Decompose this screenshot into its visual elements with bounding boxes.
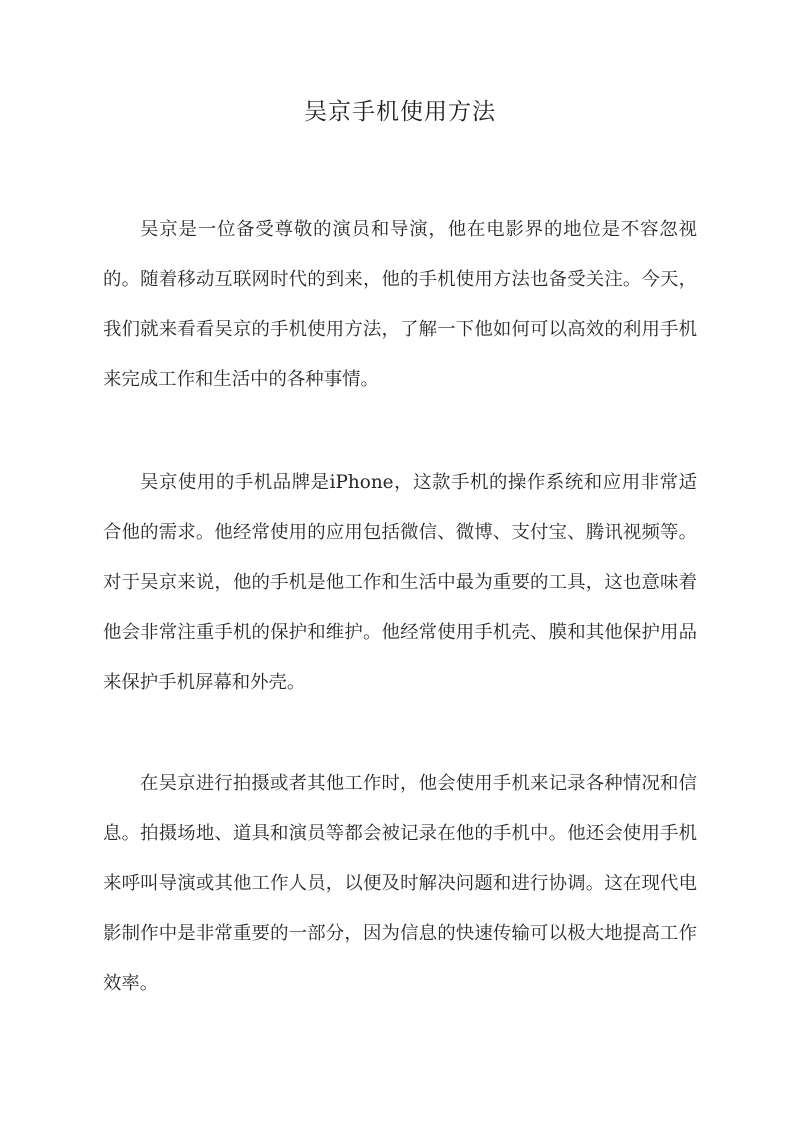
paragraph-phone-brand: 吴京使用的手机品牌是iPhone，这款手机的操作系统和应用非常适合他的需求。他经常使用的应用包括微信、微博、支付宝、腾讯视频等。对于吴京来说，他的手机是他工作和生活中最为重要的工具，这也意味着他会非常注重手机的保护和维护。他经常使用手机壳、膜和其他保护用品来保护手机屏幕和外壳。 <box>103 472 697 693</box>
page-title: 吴京手机使用方法 <box>304 99 496 125</box>
paragraph-work-usage: 在吴京进行拍摄或者其他工作时，他会使用手机来记录各种情况和信息。拍摄场地、道具和演员等都会被记录在他的手机中。他还会使用手机来呼叫导演或其他工作人员，以便及时解决问题和进行协调。这在现代电影制作中是非常重要的一部分，因为信息的快速传输可以极大地提高工作效率。 <box>103 773 697 994</box>
paragraph-intro: 吴京是一位备受尊敬的演员和导演，他在电影界的地位是不容忽视的。随着移动互联网时代的到来，他的手机使用方法也备受关注。今天，我们就来看看吴京的手机使用方法，了解一下他如何可以高效的利用手机来完成工作和生活中的各种事情。 <box>103 219 697 390</box>
